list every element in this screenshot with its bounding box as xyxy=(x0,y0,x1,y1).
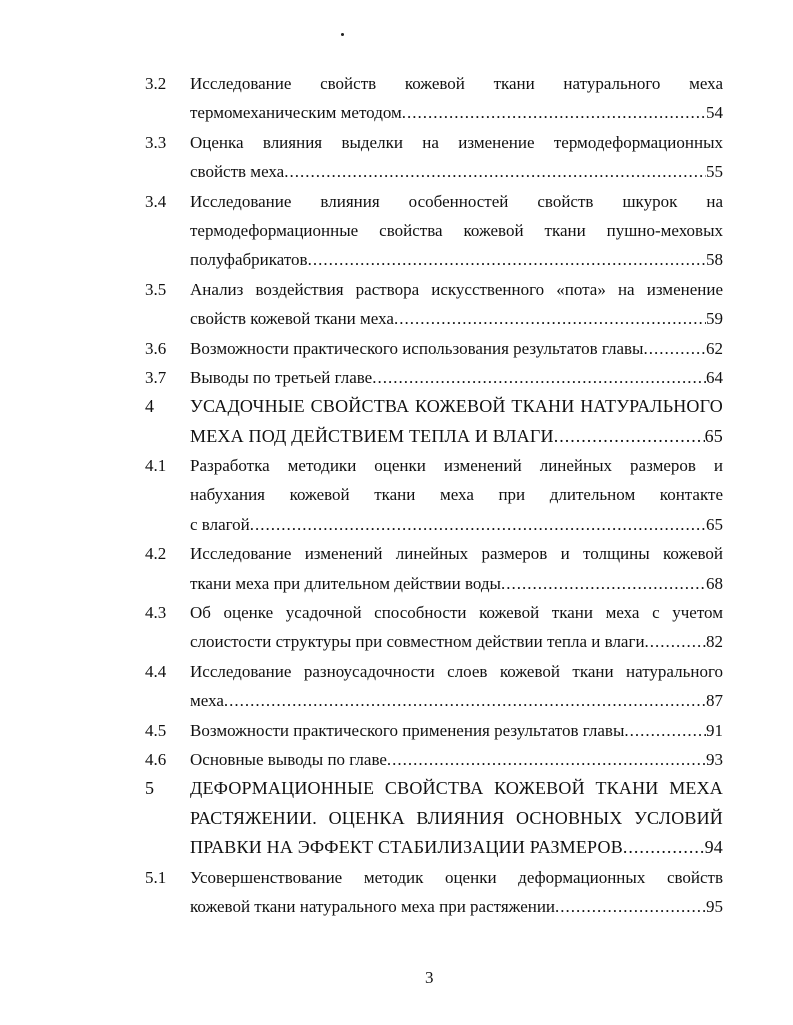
toc-entry-title-line: УСАДОЧНЫЕ СВОЙСТВА КОЖЕВОЙ ТКАНИ НАТУРАЛЬНОГО xyxy=(190,396,723,417)
toc-entry-page: 87 xyxy=(706,691,723,711)
toc-section-entry xyxy=(0,275,793,334)
toc-entry-last-line xyxy=(190,334,723,363)
toc-entry-number: 4.1 xyxy=(145,456,167,476)
toc-entry-page: 68 xyxy=(706,573,723,593)
toc-entry-number: 3.7 xyxy=(145,367,167,387)
toc-entry-last-line xyxy=(190,422,723,451)
toc-entry-title-line: ДЕФОРМАЦИОННЫЕ СВОЙСТВА КОЖЕВОЙ ТКАНИ МЕХА xyxy=(190,778,723,799)
toc-section-entry xyxy=(0,363,793,392)
toc-entry-title-line: термомеханическим методом xyxy=(190,103,402,123)
dot-leader xyxy=(554,422,705,451)
toc-entry-page: 93 xyxy=(706,749,723,769)
toc-chapter-entry xyxy=(0,392,793,451)
toc-entry-page: 59 xyxy=(706,309,723,329)
toc-section-entry xyxy=(0,745,793,774)
toc-entry-last-line xyxy=(190,745,723,774)
toc-entry-title-line: меха xyxy=(190,691,224,711)
toc-entry-page: 91 xyxy=(706,720,723,740)
toc-entry-title-line: Возможности практического использования результатов главы xyxy=(190,338,644,358)
toc-entry-number: 3.5 xyxy=(145,279,167,299)
dot-leader xyxy=(643,334,706,363)
dot-leader xyxy=(394,304,706,333)
toc-entry-number: 4.2 xyxy=(145,544,167,564)
toc-entry-title-line: РАСТЯЖЕНИИ. ОЦЕНКА ВЛИЯНИЯ ОСНОВНЫХ УСЛОВИЙ xyxy=(190,807,723,828)
toc-entry-last-line xyxy=(190,627,723,656)
toc-entry-title-line: набухания кожевой ткани меха при длительном контакте xyxy=(190,485,723,505)
toc-entry-last-line xyxy=(190,304,723,333)
toc-entry-last-line xyxy=(190,892,723,921)
toc-section-entry xyxy=(0,539,793,598)
toc-entry-title-line: свойств меха xyxy=(190,162,285,182)
dot-leader xyxy=(387,745,706,774)
toc-entry-page: 54 xyxy=(706,103,723,123)
toc-entry-title-line: Исследование свойств кожевой ткани натурального меха xyxy=(190,74,723,93)
toc-section-entry xyxy=(0,863,793,922)
dot-leader xyxy=(250,510,706,539)
scan-speck xyxy=(341,33,344,36)
page-number: 3 xyxy=(425,968,434,987)
toc-entry-number: 5 xyxy=(145,778,155,799)
toc-section-entry xyxy=(0,451,793,539)
dot-leader xyxy=(372,363,706,392)
toc-entry-title-line: Оценка влияния выделки на изменение термодеформационных xyxy=(190,132,723,152)
toc-entry-page: 64 xyxy=(706,367,723,387)
toc-entry-number: 4.6 xyxy=(145,749,167,769)
toc-entry-page: 65 xyxy=(706,514,723,534)
toc-entry-last-line xyxy=(190,98,723,127)
toc-entry-title-line: ПРАВКИ НА ЭФФЕКТ СТАБИЛИЗАЦИИ РАЗМЕРОВ xyxy=(190,837,623,858)
toc-entry-title-line: Основные выводы по главе xyxy=(190,749,387,769)
toc-entry-number: 4.3 xyxy=(145,603,167,623)
toc-entry-title-line: Усовершенствование методик оценки деформационных свойств xyxy=(190,867,723,887)
toc-entry-title-line: Исследование влияния особенностей свойств шкурок на xyxy=(190,191,723,211)
toc-entry-title-line: МЕХА ПОД ДЕЙСТВИЕМ ТЕПЛА И ВЛАГИ xyxy=(190,425,554,446)
toc-entry-number: 4.5 xyxy=(145,720,167,740)
toc-entry-number: 4.4 xyxy=(145,661,167,681)
toc-entry-last-line xyxy=(190,157,723,186)
toc-entry-number: 3.6 xyxy=(145,338,167,358)
toc-entry-title-line: с влагой xyxy=(190,514,250,534)
toc-entry-title-line: Разработка методики оценки изменений линейных размеров и xyxy=(190,456,723,476)
toc-entry-title-line: слоистости структуры при совместном действии тепла и влаги xyxy=(190,632,645,652)
toc-entry-title-line: Исследование изменений линейных размеров и толщины кожевой xyxy=(190,544,723,564)
toc-entry-page: 94 xyxy=(704,837,723,858)
toc-entry-title-line: Об оценке усадочной способности кожевой ткани меха с учетом xyxy=(190,603,723,623)
toc-section-entry xyxy=(0,334,793,363)
dot-leader xyxy=(402,98,706,127)
toc-entry-last-line xyxy=(190,363,723,392)
dot-leader xyxy=(645,627,706,656)
toc-entry-page: 62 xyxy=(706,338,723,358)
toc-section-entry xyxy=(0,716,793,745)
toc-entry-page: 58 xyxy=(706,250,723,270)
table-of-contents xyxy=(0,69,793,921)
toc-section-entry xyxy=(0,657,793,716)
dot-leader xyxy=(501,569,706,598)
toc-entry-title-line: полуфабрикатов xyxy=(190,250,308,270)
dot-leader xyxy=(624,716,706,745)
toc-entry-last-line xyxy=(190,510,723,539)
toc-entry-title-line: Анализ воздействия раствора искусственного «пота» на изменение xyxy=(190,279,723,299)
toc-entry-title-line: ткани меха при длительном действии воды xyxy=(190,573,501,593)
toc-entry-number: 3.3 xyxy=(145,132,167,152)
toc-chapter-entry xyxy=(0,774,793,862)
dot-leader xyxy=(555,892,706,921)
toc-entry-page: 95 xyxy=(706,896,723,916)
toc-section-entry xyxy=(0,69,793,128)
toc-entry-title-line: Исследование разноусадочности слоев кожевой ткани натурального xyxy=(190,661,723,681)
toc-entry-title-line: кожевой ткани натурального меха при растяжении xyxy=(190,896,556,916)
toc-entry-number: 5.1 xyxy=(145,867,167,887)
toc-entry-last-line xyxy=(190,716,723,745)
toc-entry-last-line xyxy=(190,245,723,274)
dot-leader xyxy=(284,157,706,186)
toc-entry-title-line: свойств кожевой ткани меха xyxy=(190,309,394,329)
dot-leader xyxy=(224,686,706,715)
toc-entry-title-line: термодеформационные свойства кожевой ткани пушно-меховых xyxy=(190,220,723,240)
toc-entry-last-line xyxy=(190,686,723,715)
toc-entry-page: 82 xyxy=(706,632,723,652)
dot-leader xyxy=(308,245,706,274)
toc-entry-title-line: Возможности практического применения результатов главы xyxy=(190,720,625,740)
toc-entry-number: 3.2 xyxy=(145,74,167,93)
toc-section-entry xyxy=(0,128,793,187)
toc-entry-page: 55 xyxy=(706,162,723,182)
toc-entry-number: 4 xyxy=(145,396,155,417)
toc-section-entry xyxy=(0,598,793,657)
dot-leader xyxy=(623,833,705,862)
toc-entry-number: 3.4 xyxy=(145,191,167,211)
toc-entry-last-line xyxy=(190,833,723,862)
toc-entry-page: 65 xyxy=(704,425,723,446)
toc-section-entry xyxy=(0,187,793,275)
toc-entry-last-line xyxy=(190,569,723,598)
toc-entry-title-line: Выводы по третьей главе xyxy=(190,367,373,387)
